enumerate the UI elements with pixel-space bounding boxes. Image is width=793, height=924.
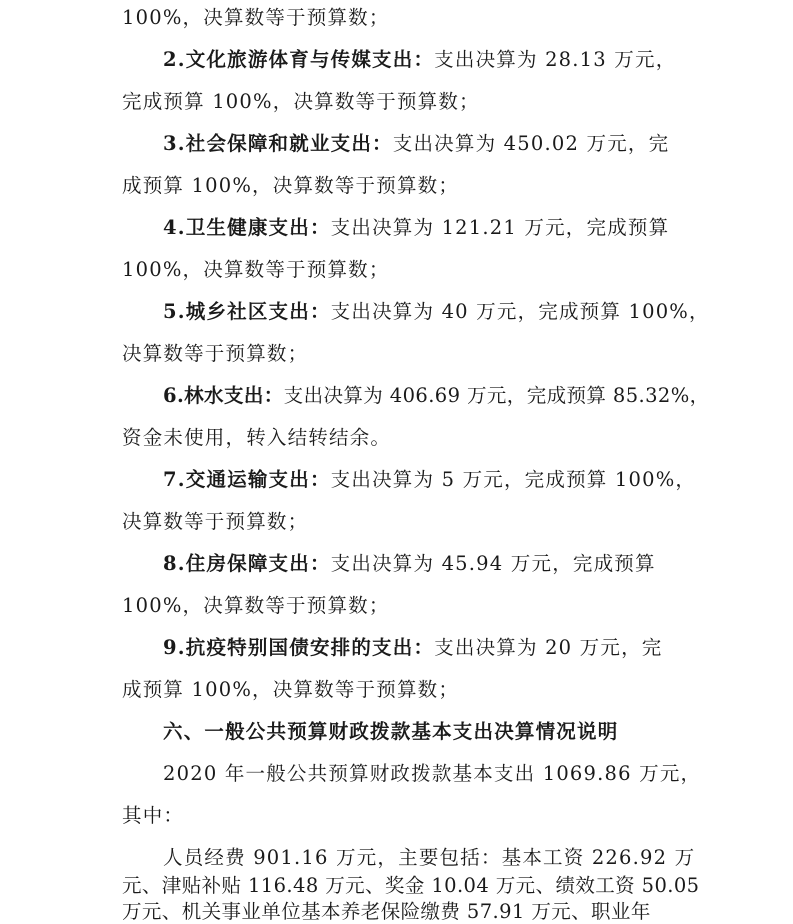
item-6-heading: 6.林水支出：: [163, 384, 284, 407]
item-9-line2: 成预算 100%，决算数等于预算数；: [122, 678, 460, 701]
item-3-line1: [163, 132, 669, 156]
item-8-text: 支出决算为 45.94 万元，完成预算: [330, 552, 656, 575]
item-7-line1: [163, 468, 696, 492]
item-2-heading: 2.文化旅游体育与传媒支出：: [163, 48, 435, 71]
item-8-heading: 8.住房保障支出：: [163, 552, 331, 575]
item-9-line1: [163, 636, 662, 660]
item-7-text: 支出决算为 5 万元，完成预算 100%，: [330, 468, 697, 491]
section-6-line5: 万元、机关事业单位基本养老保险缴费 57.91 万元、职业年: [122, 900, 651, 923]
item-3-line2: 成预算 100%，决算数等于预算数；: [122, 174, 460, 197]
item-5-text: 支出决算为 40 万元，完成预算 100%，: [330, 300, 710, 323]
paragraph-line: 100%，决算数等于预算数；: [122, 6, 390, 29]
item-7-heading: 7.交通运输支出：: [163, 468, 331, 491]
item-6-line2: 资金未使用，转入结转结余。: [122, 426, 392, 449]
item-9-heading: 9.抗疫特别国债安排的支出：: [163, 636, 435, 659]
item-5-line2: 决算数等于预算数；: [122, 342, 309, 365]
item-2-line1: [163, 48, 676, 72]
section-6-line1: 2020 年一般公共预算财政拨款基本支出 1069.86 万元，: [163, 762, 702, 785]
item-6-line1: [163, 384, 710, 408]
item-3-text: 支出决算为 450.02 万元，完: [392, 132, 670, 155]
item-4-line2: 100%，决算数等于预算数；: [122, 258, 390, 281]
item-7-line2: 决算数等于预算数；: [122, 510, 309, 533]
item-8-line1: [163, 552, 656, 576]
section-6-heading: 六、一般公共预算财政拨款基本支出决算情况说明: [163, 720, 619, 743]
item-8-line2: 100%，决算数等于预算数；: [122, 594, 390, 617]
item-5-line1: [163, 300, 710, 324]
section-6-line4: 元、津贴补贴 116.48 万元、奖金 10.04 万元、绩效工资 50.05: [122, 874, 700, 897]
item-4-line1: [163, 216, 669, 240]
item-5-heading: 5.城乡社区支出：: [163, 300, 331, 323]
item-2-line2: 完成预算 100%，决算数等于预算数；: [122, 90, 480, 113]
item-2-text: 支出决算为 28.13 万元，: [434, 48, 677, 71]
item-6-text: 支出决算为 406.69 万元，完成预算 85.32%，: [283, 384, 710, 407]
section-6-line2: 其中：: [122, 804, 185, 827]
section-6-line3: 人员经费 901.16 万元，主要包括：基本工资 226.92 万: [163, 846, 696, 869]
item-9-text: 支出决算为 20 万元，完: [434, 636, 663, 659]
item-3-heading: 3.社会保障和就业支出：: [163, 132, 393, 155]
item-4-heading: 4.卫生健康支出：: [163, 216, 331, 239]
item-4-text: 支出决算为 121.21 万元，完成预算: [330, 216, 670, 239]
